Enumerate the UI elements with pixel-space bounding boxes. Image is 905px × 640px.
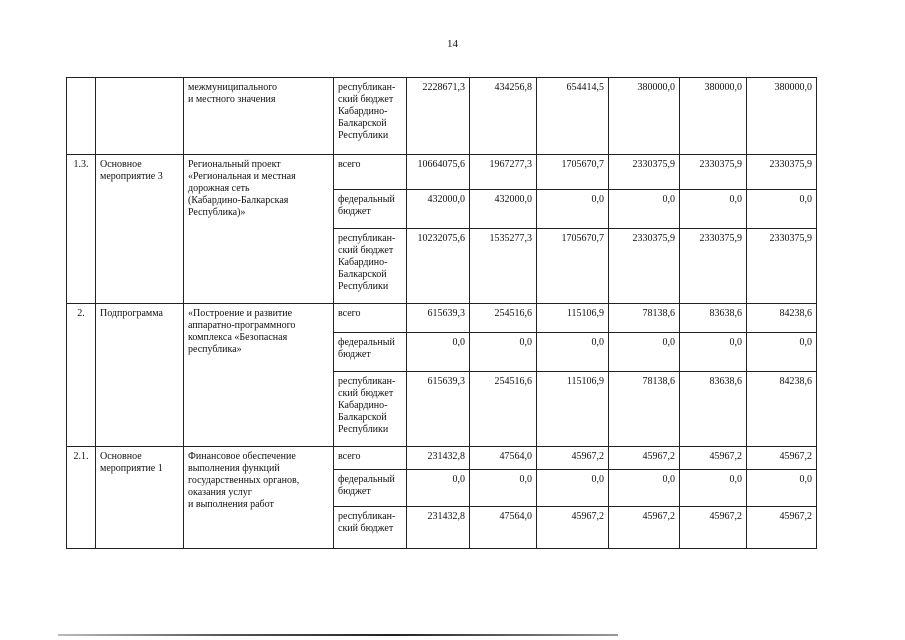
amount-cell: 0,0 [747, 470, 817, 507]
amount-cell: 2330375,9 [680, 155, 747, 190]
amount-cell: 83638,6 [680, 304, 747, 333]
amount-cell: 2330375,9 [609, 229, 680, 304]
item-number-cell: 1.3. [67, 155, 96, 304]
amount-cell: 654414,5 [537, 78, 609, 155]
amount-cell: 78138,6 [609, 304, 680, 333]
funding-source-cell: республикан- ский бюджет Кабардино- Балкарской Республики [334, 229, 407, 304]
amount-cell: 2330375,9 [747, 229, 817, 304]
amount-cell: 254516,6 [470, 372, 537, 447]
amount-cell: 615639,3 [407, 304, 470, 333]
amount-cell: 47564,0 [470, 447, 537, 470]
item-description-cell: Финансовое обеспечение выполнения функций государственных органов, оказания услуг и выполнения работ [184, 447, 334, 549]
amount-cell: 0,0 [747, 333, 817, 372]
amount-cell: 115106,9 [537, 304, 609, 333]
amount-cell: 0,0 [680, 470, 747, 507]
table-row [67, 155, 817, 190]
amount-cell: 380000,0 [680, 78, 747, 155]
amount-cell: 0,0 [407, 470, 470, 507]
amount-cell: 0,0 [470, 333, 537, 372]
amount-cell: 615639,3 [407, 372, 470, 447]
funding-source-cell: федеральный бюджет [334, 333, 407, 372]
amount-cell: 0,0 [680, 190, 747, 229]
amount-cell: 2330375,9 [747, 155, 817, 190]
amount-cell: 10232075,6 [407, 229, 470, 304]
amount-cell: 1705670,7 [537, 229, 609, 304]
amount-cell: 0,0 [537, 333, 609, 372]
amount-cell: 2330375,9 [609, 155, 680, 190]
amount-cell: 434256,8 [470, 78, 537, 155]
amount-cell: 0,0 [609, 333, 680, 372]
amount-cell: 1535277,3 [470, 229, 537, 304]
budget-table-body [67, 78, 817, 549]
amount-cell: 0,0 [537, 190, 609, 229]
item-description-cell: межмуниципального и местного значения [184, 78, 334, 155]
amount-cell: 78138,6 [609, 372, 680, 447]
item-description-cell: Региональный проект «Региональная и местная дорожная сеть (Кабардино-Балкарская Республика)» [184, 155, 334, 304]
amount-cell: 1967277,3 [470, 155, 537, 190]
amount-cell: 2228671,3 [407, 78, 470, 155]
amount-cell: 432000,0 [470, 190, 537, 229]
budget-table [66, 77, 817, 549]
item-type-cell [96, 78, 184, 155]
amount-cell: 231432,8 [407, 507, 470, 549]
amount-cell: 45967,2 [537, 447, 609, 470]
table-row [67, 447, 817, 470]
amount-cell: 0,0 [407, 333, 470, 372]
amount-cell: 83638,6 [680, 372, 747, 447]
item-type-cell: Подпрограмма [96, 304, 184, 447]
amount-cell: 380000,0 [609, 78, 680, 155]
amount-cell: 254516,6 [470, 304, 537, 333]
item-type-cell: Основное мероприятие 1 [96, 447, 184, 549]
funding-source-cell: республикан- ский бюджет Кабардино- Балкарской Республики [334, 78, 407, 155]
amount-cell: 115106,9 [537, 372, 609, 447]
amount-cell: 84238,6 [747, 372, 817, 447]
amount-cell: 380000,0 [747, 78, 817, 155]
amount-cell: 0,0 [470, 470, 537, 507]
funding-source-cell: республикан- ский бюджет [334, 507, 407, 549]
amount-cell: 45967,2 [747, 507, 817, 549]
funding-source-cell: всего [334, 155, 407, 190]
amount-cell: 45967,2 [609, 507, 680, 549]
amount-cell: 0,0 [680, 333, 747, 372]
amount-cell: 45967,2 [537, 507, 609, 549]
amount-cell: 0,0 [609, 470, 680, 507]
item-description-cell: «Построение и развитие аппаратно-программного комплекса «Безопасная республика» [184, 304, 334, 447]
funding-source-cell: федеральный бюджет [334, 470, 407, 507]
funding-source-cell: всего [334, 447, 407, 470]
amount-cell: 84238,6 [747, 304, 817, 333]
amount-cell: 0,0 [747, 190, 817, 229]
amount-cell: 45967,2 [680, 507, 747, 549]
page-number: 14 [447, 38, 458, 50]
amount-cell: 47564,0 [470, 507, 537, 549]
amount-cell: 432000,0 [407, 190, 470, 229]
funding-source-cell: республикан- ский бюджет Кабардино- Балкарской Республики [334, 372, 407, 447]
amount-cell: 0,0 [609, 190, 680, 229]
amount-cell: 231432,8 [407, 447, 470, 470]
item-type-cell: Основное мероприятие 3 [96, 155, 184, 304]
funding-source-cell: федеральный бюджет [334, 190, 407, 229]
item-number-cell: 2. [67, 304, 96, 447]
item-number-cell [67, 78, 96, 155]
amount-cell: 10664075,6 [407, 155, 470, 190]
amount-cell: 1705670,7 [537, 155, 609, 190]
amount-cell: 0,0 [537, 470, 609, 507]
table-row [67, 78, 817, 155]
amount-cell: 45967,2 [747, 447, 817, 470]
amount-cell: 2330375,9 [680, 229, 747, 304]
amount-cell: 45967,2 [609, 447, 680, 470]
item-number-cell: 2.1. [67, 447, 96, 549]
funding-source-cell: всего [334, 304, 407, 333]
bottom-edge-line [58, 634, 618, 636]
table-row [67, 304, 817, 333]
amount-cell: 45967,2 [680, 447, 747, 470]
